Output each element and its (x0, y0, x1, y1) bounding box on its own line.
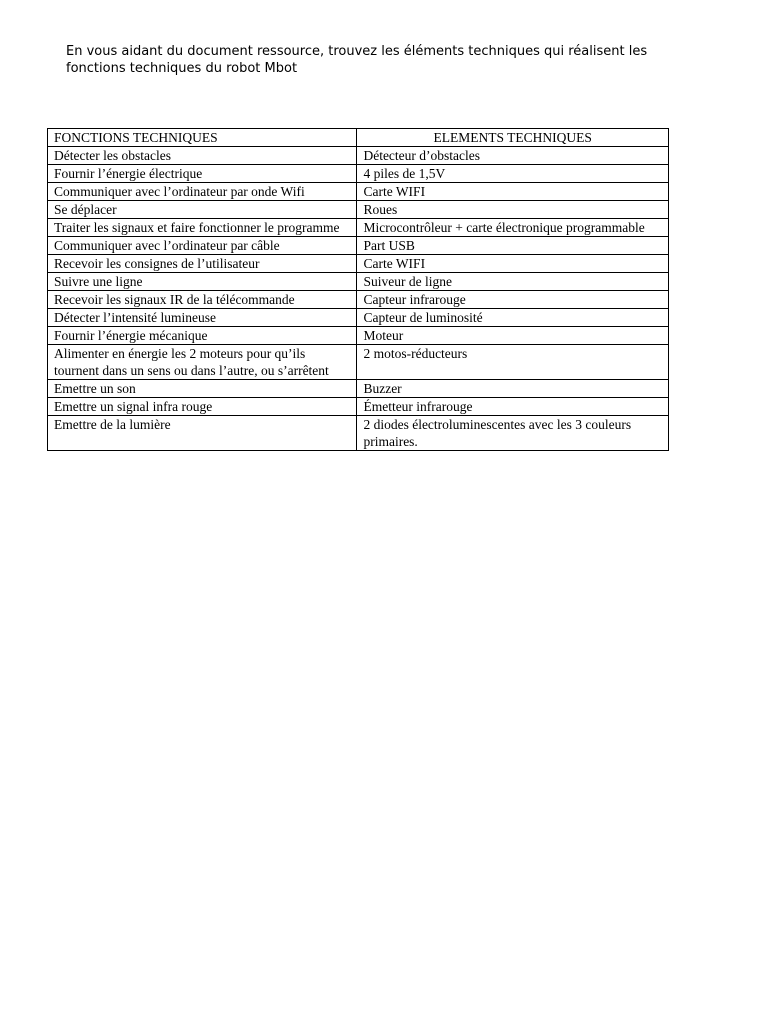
function-cell: Se déplacer (48, 201, 357, 219)
table-row (48, 237, 669, 255)
element-cell: Carte WIFI (357, 255, 669, 273)
header-functions: FONCTIONS TECHNIQUES (48, 129, 357, 147)
element-cell: Microcontrôleur + carte électronique programmable (357, 219, 669, 237)
function-cell: Traiter les signaux et faire fonctionner le programme (48, 219, 357, 237)
element-cell: Part USB (357, 237, 669, 255)
table-row (48, 291, 669, 309)
function-cell: Communiquer avec l’ordinateur par câble (48, 237, 357, 255)
table-row (48, 201, 669, 219)
function-cell: Recevoir les consignes de l’utilisateur (48, 255, 357, 273)
function-cell: Communiquer avec l’ordinateur par onde Wifi (48, 183, 357, 201)
element-cell: Émetteur infrarouge (357, 398, 669, 416)
element-cell: Capteur infrarouge (357, 291, 669, 309)
table-row (48, 273, 669, 291)
table-row (48, 309, 669, 327)
table-row (48, 165, 669, 183)
function-cell: Alimenter en énergie les 2 moteurs pour qu’ils tournent dans un sens ou dans l’autre, ou s’arrêtent (48, 345, 357, 380)
element-cell: Carte WIFI (357, 183, 669, 201)
element-cell: 2 motos-réducteurs (357, 345, 669, 380)
table-row (48, 327, 669, 345)
instruction-text: En vous aidant du document ressource, trouvez les éléments techniques qui réalisent les fonctions techniques du robot Mbot (66, 44, 648, 76)
table-row (48, 219, 669, 237)
technical-functions-table (47, 128, 669, 451)
table-row (48, 345, 669, 380)
element-cell: 4 piles de 1,5V (357, 165, 669, 183)
table-row (48, 416, 669, 451)
element-cell: Buzzer (357, 380, 669, 398)
element-cell: 2 diodes électroluminescentes avec les 3 couleurs primaires. (357, 416, 669, 451)
function-cell: Emettre un signal infra rouge (48, 398, 357, 416)
element-cell: Capteur de luminosité (357, 309, 669, 327)
function-cell: Emettre un son (48, 380, 357, 398)
function-cell: Fournir l’énergie mécanique (48, 327, 357, 345)
table-header-row (48, 129, 669, 147)
function-cell: Suivre une ligne (48, 273, 357, 291)
header-elements: ELEMENTS TECHNIQUES (357, 129, 669, 147)
table-row (48, 398, 669, 416)
element-cell: Roues (357, 201, 669, 219)
table-row (48, 183, 669, 201)
element-cell: Suiveur de ligne (357, 273, 669, 291)
function-cell: Détecter l’intensité lumineuse (48, 309, 357, 327)
element-cell: Moteur (357, 327, 669, 345)
function-cell: Recevoir les signaux IR de la télécommande (48, 291, 357, 309)
table-row (48, 380, 669, 398)
function-cell: Emettre de la lumière (48, 416, 357, 451)
element-cell: Détecteur d’obstacles (357, 147, 669, 165)
function-cell: Fournir l’énergie électrique (48, 165, 357, 183)
table-row (48, 147, 669, 165)
table-row (48, 255, 669, 273)
function-cell: Détecter les obstacles (48, 147, 357, 165)
